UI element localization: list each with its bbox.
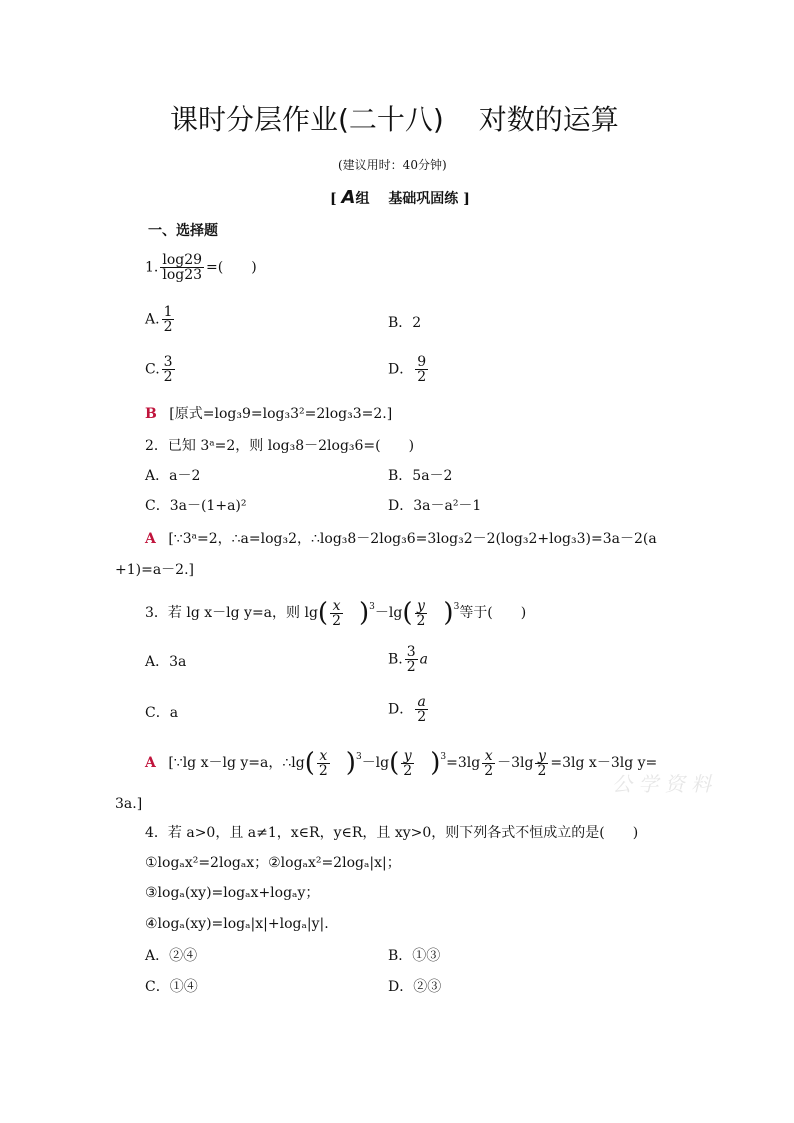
q3-paren-open-2: (	[402, 598, 413, 628]
q4-item-3: ③logₐ(xy)=logₐx+logₐy；	[145, 885, 320, 901]
q3-ans-frac-x	[317, 749, 330, 778]
q2-option-a: A．a－2	[145, 468, 201, 484]
q1-answer-text: [原式=log₃9=log₃3²=2log₃3=2.]	[169, 406, 393, 422]
q1-option-d-label: D．	[388, 361, 414, 378]
q3-option-b-frac	[405, 645, 418, 674]
q3-stem-post: 等于( )	[459, 605, 527, 621]
q1-option-d	[388, 355, 430, 384]
q3-paren-open-1: (	[317, 598, 329, 628]
q1-option-c-label: C.	[145, 361, 160, 378]
group-letter-a: A	[341, 187, 356, 208]
q1-c-num: 3	[163, 354, 173, 370]
q3-ans-two-3: 2	[484, 762, 494, 779]
q3-ans-paren-open-2: (	[389, 748, 400, 778]
q3-frac-x	[330, 599, 343, 628]
q2-stem: 2．已知 3ᵃ=2，则 log₃8－2log₃6=( )	[145, 438, 415, 454]
q3-ans-y2: y	[535, 749, 548, 764]
q3-cube-2: 3	[453, 602, 460, 612]
bracket-open: [	[330, 191, 337, 207]
q3-b-var: a	[419, 651, 429, 668]
q3-option-b-label: B.	[388, 651, 403, 668]
q2-answer-line2: +1)=a－2.]	[115, 562, 194, 578]
q3-ans-x: x	[317, 749, 330, 764]
q3-ans-frac-y2	[535, 749, 548, 778]
q3-ans-eq2: =3lg x－3lg y=	[550, 755, 658, 771]
q3-y: y	[415, 599, 428, 614]
q2-option-c: C．3a－(1+a)²	[145, 498, 247, 514]
q3-b-num: 3	[406, 644, 416, 660]
q3-ans-frac-y	[401, 749, 414, 778]
q3-paren-close-2: )	[443, 598, 454, 628]
q1-option-c-frac	[162, 355, 175, 384]
q3-ans-cube-1: 3	[355, 752, 362, 762]
q3-frac-y	[415, 599, 428, 628]
q3-ans-y: y	[401, 749, 414, 764]
q1-fraction	[160, 253, 204, 282]
q3-ans-two-1: 2	[318, 762, 328, 779]
q3-option-d-frac	[415, 695, 428, 724]
q1-answer-letter: B	[145, 406, 157, 422]
q3-ans-x2: x	[482, 749, 495, 764]
q4-stem: 4．若 a>0，且 a≠1，x∈R，y∈R，且 xy>0，则下列各式不恒成立的是( )	[145, 825, 639, 841]
q4-option-a: A．②④	[145, 948, 198, 964]
q1-option-b: B．2	[388, 315, 422, 331]
q1-number: 1.	[145, 259, 159, 276]
q3-cube-1: 3	[369, 602, 375, 612]
q3-option-c: C．a	[145, 705, 179, 721]
page-title	[170, 98, 619, 138]
q3-answer-letter: A	[145, 755, 156, 771]
q3-ans-cube-2: 3	[440, 752, 447, 762]
bracket-close: ]	[463, 191, 470, 207]
q3-answer	[145, 748, 657, 778]
q1-option-a-label: A.	[145, 311, 160, 328]
q1-option-a	[145, 305, 176, 334]
q1-tail: =( )	[206, 259, 257, 276]
q3-ans-two-4: 2	[537, 762, 547, 779]
group-name: 基础巩固练	[388, 191, 459, 207]
q3-option-b	[388, 645, 428, 674]
q3-x: x	[330, 599, 343, 614]
title-main: 课时分层作业(二十八)	[170, 103, 444, 136]
q3-ans-minus-lg: －lg	[361, 755, 390, 771]
q1-a-den: 2	[163, 319, 173, 335]
group-heading	[330, 189, 470, 208]
q3-two-2: 2	[416, 612, 426, 629]
q3-minus-lg: －lg	[374, 605, 403, 621]
watermark: 公 学 资 料	[612, 772, 712, 796]
q4-item-1-2: ①logₐx²=2logₐx；②logₐx²=2logₐ|x|；	[145, 855, 401, 871]
q3-ans-eq1: =3lg	[446, 755, 481, 771]
q2-answer	[145, 530, 657, 548]
q1-answer	[145, 405, 392, 423]
q2-option-d: D．3a－a²－1	[388, 498, 482, 514]
q3-ans-paren-close-2: )	[430, 748, 441, 778]
q2-option-b: B．5a－2	[388, 468, 453, 484]
q2-answer-letter: A	[145, 531, 156, 547]
q1-a-num: 1	[163, 304, 173, 320]
q3-ans-paren-open-1: (	[304, 748, 315, 778]
q3-two-1: 2	[332, 612, 341, 629]
q4-option-b: B．①③	[388, 948, 441, 964]
q3-answer-pre: [∵lg x－lg y=a，∴lg	[168, 755, 305, 771]
q2-answer-line1: [∵3ᵃ=2，∴a=log₃2，∴log₃8－2log₃6=3log₃2－2(log₃2+log₃3)=3a－2(a	[168, 531, 657, 547]
q1-option-d-frac	[415, 355, 428, 384]
q3-ans-m: －3lg	[497, 755, 534, 771]
q1-d-num: 9	[417, 354, 427, 370]
q3-paren-close-1: )	[359, 598, 370, 628]
q1-c-den: 2	[163, 369, 173, 385]
q1-d-den: 2	[417, 369, 427, 385]
q3-ans-paren-close-1: )	[345, 748, 356, 778]
q3-b-den: 2	[406, 659, 416, 675]
title-topic: 对数的运算	[478, 103, 619, 136]
q1-option-c	[145, 355, 177, 384]
q1-numerator: log29	[162, 252, 203, 268]
section-heading: 一、选择题	[148, 223, 218, 239]
q3-option-a: A．3a	[145, 654, 187, 670]
q1-denominator: log23	[162, 267, 203, 283]
time-note: (建议用时：40分钟)	[338, 158, 447, 172]
q3-stem	[145, 598, 526, 628]
q3-stem-pre: 3．若 lg x－lg y=a，则 lg	[145, 605, 318, 621]
q3-option-d	[388, 695, 430, 724]
q3-ans-frac-x2	[482, 749, 495, 778]
q1-option-a-frac	[162, 305, 175, 334]
q3-answer-line2: 3a.]	[115, 796, 143, 812]
q1-stem	[145, 253, 257, 282]
q3-ans-two-2: 2	[403, 762, 413, 779]
group-label: 组	[355, 191, 370, 207]
q4-item-4: ④logₐ(xy)=logₐ|x|+logₐ|y|.	[145, 916, 329, 932]
q3-d-den: 2	[417, 709, 427, 725]
q3-d-num: a	[415, 695, 428, 710]
q4-option-c: C．①④	[145, 979, 198, 995]
q3-option-d-label: D．	[388, 701, 414, 718]
q4-option-d: D．②③	[388, 979, 442, 995]
